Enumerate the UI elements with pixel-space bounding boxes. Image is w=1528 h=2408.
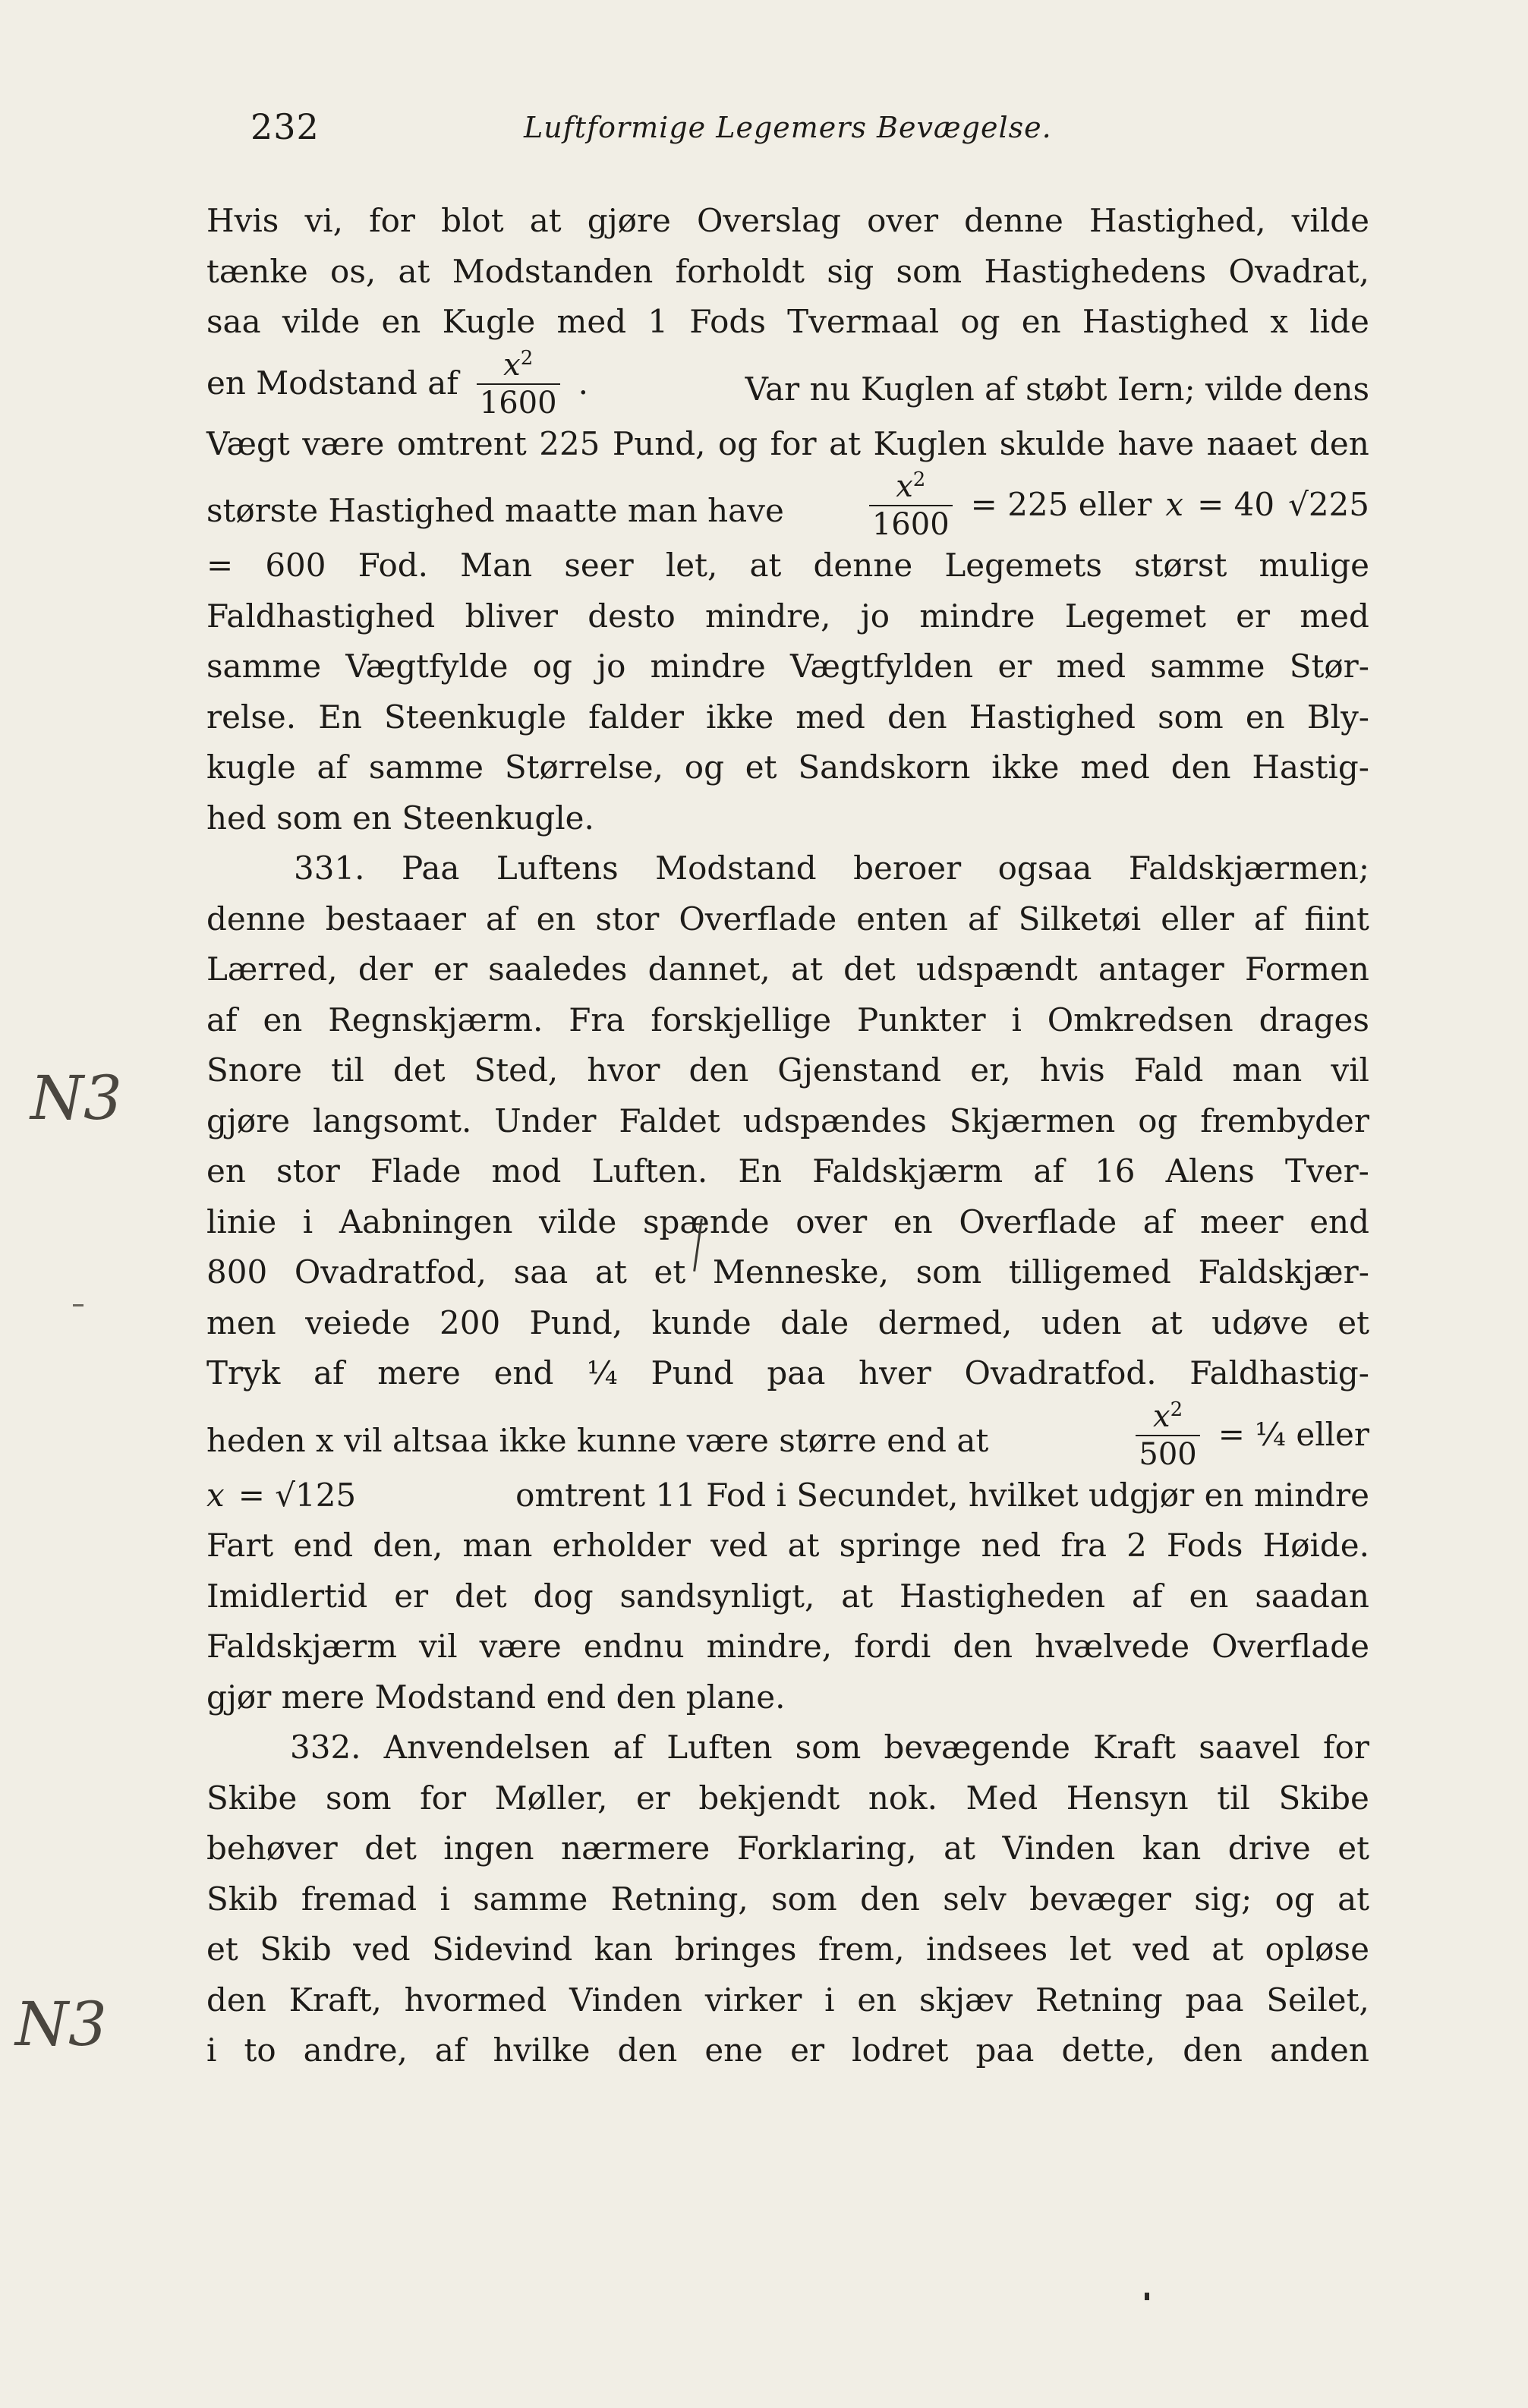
text-line: = 600 Fod. Man seer let, at denne Legemets størst mulige: [206, 547, 1369, 584]
fraction-denominator: 1600: [477, 383, 560, 418]
text-fragment: en Modstand af: [206, 364, 458, 402]
margin-annotation: N3: [30, 1063, 122, 1133]
fraction: [477, 346, 560, 421]
text-line: samme Vægtfylde og jo mindre Vægtfylden er med samme Stør-: [206, 648, 1369, 685]
text-line: 800 Ovadratfod, saa at et Menneske, som tilligemed Faldskjær-: [206, 1253, 1369, 1291]
formula-inline: [865, 469, 1369, 541]
text-fragment: Var nu Kuglen af støbt Iern; vilde dens: [745, 370, 1369, 408]
text-line: et Skib ved Sidevind kan bringes frem, indsees let ved at opløse: [206, 1930, 1369, 1968]
text-line: Skibe som for Møller, er bekjendt nok. Med Hensyn til Skibe: [206, 1779, 1369, 1817]
page-number: 232: [250, 106, 320, 147]
text-line: Fart end den, man erholder ved at springe ned fra 2 Fods Høide.: [206, 1527, 1369, 1564]
text-line: denne bestaaer af en stor Overflade enten af Silketøi eller af fiint: [206, 900, 1369, 938]
text-line: Skib fremad i samme Retning, som den selv bevæger sig; og at: [206, 1880, 1369, 1918]
formula-inline: [206, 1470, 356, 1521]
text-fragment: største Hastighed maatte man have: [206, 492, 784, 529]
text-line: Lærred, der er saaledes dannet, at det udspændt antager Formen: [206, 950, 1369, 988]
text-line-with-fraction: [206, 469, 1369, 541]
text-fragment: .: [578, 364, 588, 402]
paragraph-start-331: 331. Paa Luftens Modstand beroer ogsaa Faldskjærmen;: [294, 849, 1369, 887]
formula-inline: [1131, 1399, 1369, 1470]
text-line: men veiede 200 Pund, kunde dale dermed, uden at udøve et: [206, 1303, 1369, 1341]
text-fragment: heden x vil altsaa ikke kunne være større end at: [206, 1421, 989, 1459]
text-line: relse. En Steenkugle falder ikke med den Hastighed som en Bly-: [206, 698, 1369, 736]
text-line: gjør mere Modstand end den plane.: [206, 1678, 786, 1716]
text-line: af en Regnskjærm. Fra forskjellige Punkter i Omkredsen drages: [206, 1001, 1369, 1039]
fraction: [869, 470, 953, 540]
text-line: den Kraft, hvormed Vinden virker i en skjæv Retning paa Seilet,: [206, 1981, 1369, 2019]
text-line: Hvis vi, for blot at gjøre Overslag over denne Hastighed, vilde: [206, 202, 1369, 239]
text-line: Snore til det Sted, hvor den Gjenstand er, hvis Fald man vil: [206, 1051, 1369, 1089]
text-line: Vægt være omtrent 225 Pund, og for at Kuglen skulde have naaet den: [206, 424, 1369, 462]
paragraph-start-332: 332. Anvendelsen af Luften som bevægende Kraft saavel for: [290, 1729, 1369, 1766]
text-line: i to andre, af hvilke den ene er lodret paa dette, den anden: [206, 2031, 1369, 2069]
text-fragment: omtrent 11 Fod i Secundet, hvilket udgjør en mindre: [515, 1476, 1369, 1514]
text-line: en stor Flade mod Luften. En Faldskjærm af 16 Alens Tver-: [206, 1152, 1369, 1190]
text-line: Imidlertid er det dog sandsynligt, at Hastigheden af en saadan: [206, 1577, 1369, 1615]
text-fragment: = 40: [1197, 486, 1275, 523]
formula-inline: [206, 348, 588, 419]
fraction-denominator: 500: [1136, 1435, 1199, 1470]
text-line: kugle af samme Størrelse, og et Sandskorn ikke med den Hastig-: [206, 749, 1369, 786]
math-variable: x: [1165, 486, 1184, 523]
text-line: Faldhastighed bliver desto mindre, jo mindre Legemet er med: [206, 597, 1369, 635]
text-fragment: = 225 eller: [970, 486, 1152, 523]
running-head: [250, 106, 1353, 152]
text-line-with-root: [206, 1470, 1369, 1521]
math-variable: x: [206, 1476, 225, 1514]
fraction: [1136, 1400, 1199, 1470]
text-fragment: = √125: [238, 1476, 357, 1514]
running-title: Luftformige Legemers Bevægelse.: [524, 111, 1052, 144]
text-line-with-fraction: [206, 1399, 1369, 1470]
margin-annotation: N3: [15, 1989, 107, 2060]
pencil-mark: [73, 1304, 83, 1306]
fraction-numerator: $x^2$: [503, 346, 534, 383]
text-line: Tryk af mere end ¼ Pund paa hver Ovadratfod. Faldhastig-: [206, 1354, 1369, 1392]
fraction-numerator: $x^2$: [1153, 1398, 1183, 1434]
fraction-numerator: $x^2$: [896, 468, 926, 504]
text-fragment: = ¼ eller: [1218, 1415, 1369, 1453]
square-root: √225: [1288, 486, 1369, 523]
fraction-denominator: 1600: [869, 505, 953, 540]
body-text: [206, 196, 1369, 2076]
ink-dot: [1145, 2293, 1149, 2300]
text-line: linie i Aabningen vilde spænde over en Overflade af meer end: [206, 1202, 1369, 1240]
text-line-with-fraction: [206, 348, 1369, 419]
text-line: hed som en Steenkugle.: [206, 799, 594, 837]
text-line: saa vilde en Kugle med 1 Fods Tvermaal og en Hastighed x lide: [206, 303, 1369, 340]
text-line: behøver det ingen nærmere Forklaring, at Vinden kan drive et: [206, 1830, 1369, 1867]
text-line: gjøre langsomt. Under Faldet udspændes Skjærmen og frembyder: [206, 1102, 1369, 1139]
text-line: tænke os, at Modstanden forholdt sig som Hastighedens Ovadrat,: [206, 252, 1369, 290]
text-line: Faldskjærm vil være endnu mindre, fordi den hvælvede Overflade: [206, 1628, 1369, 1665]
